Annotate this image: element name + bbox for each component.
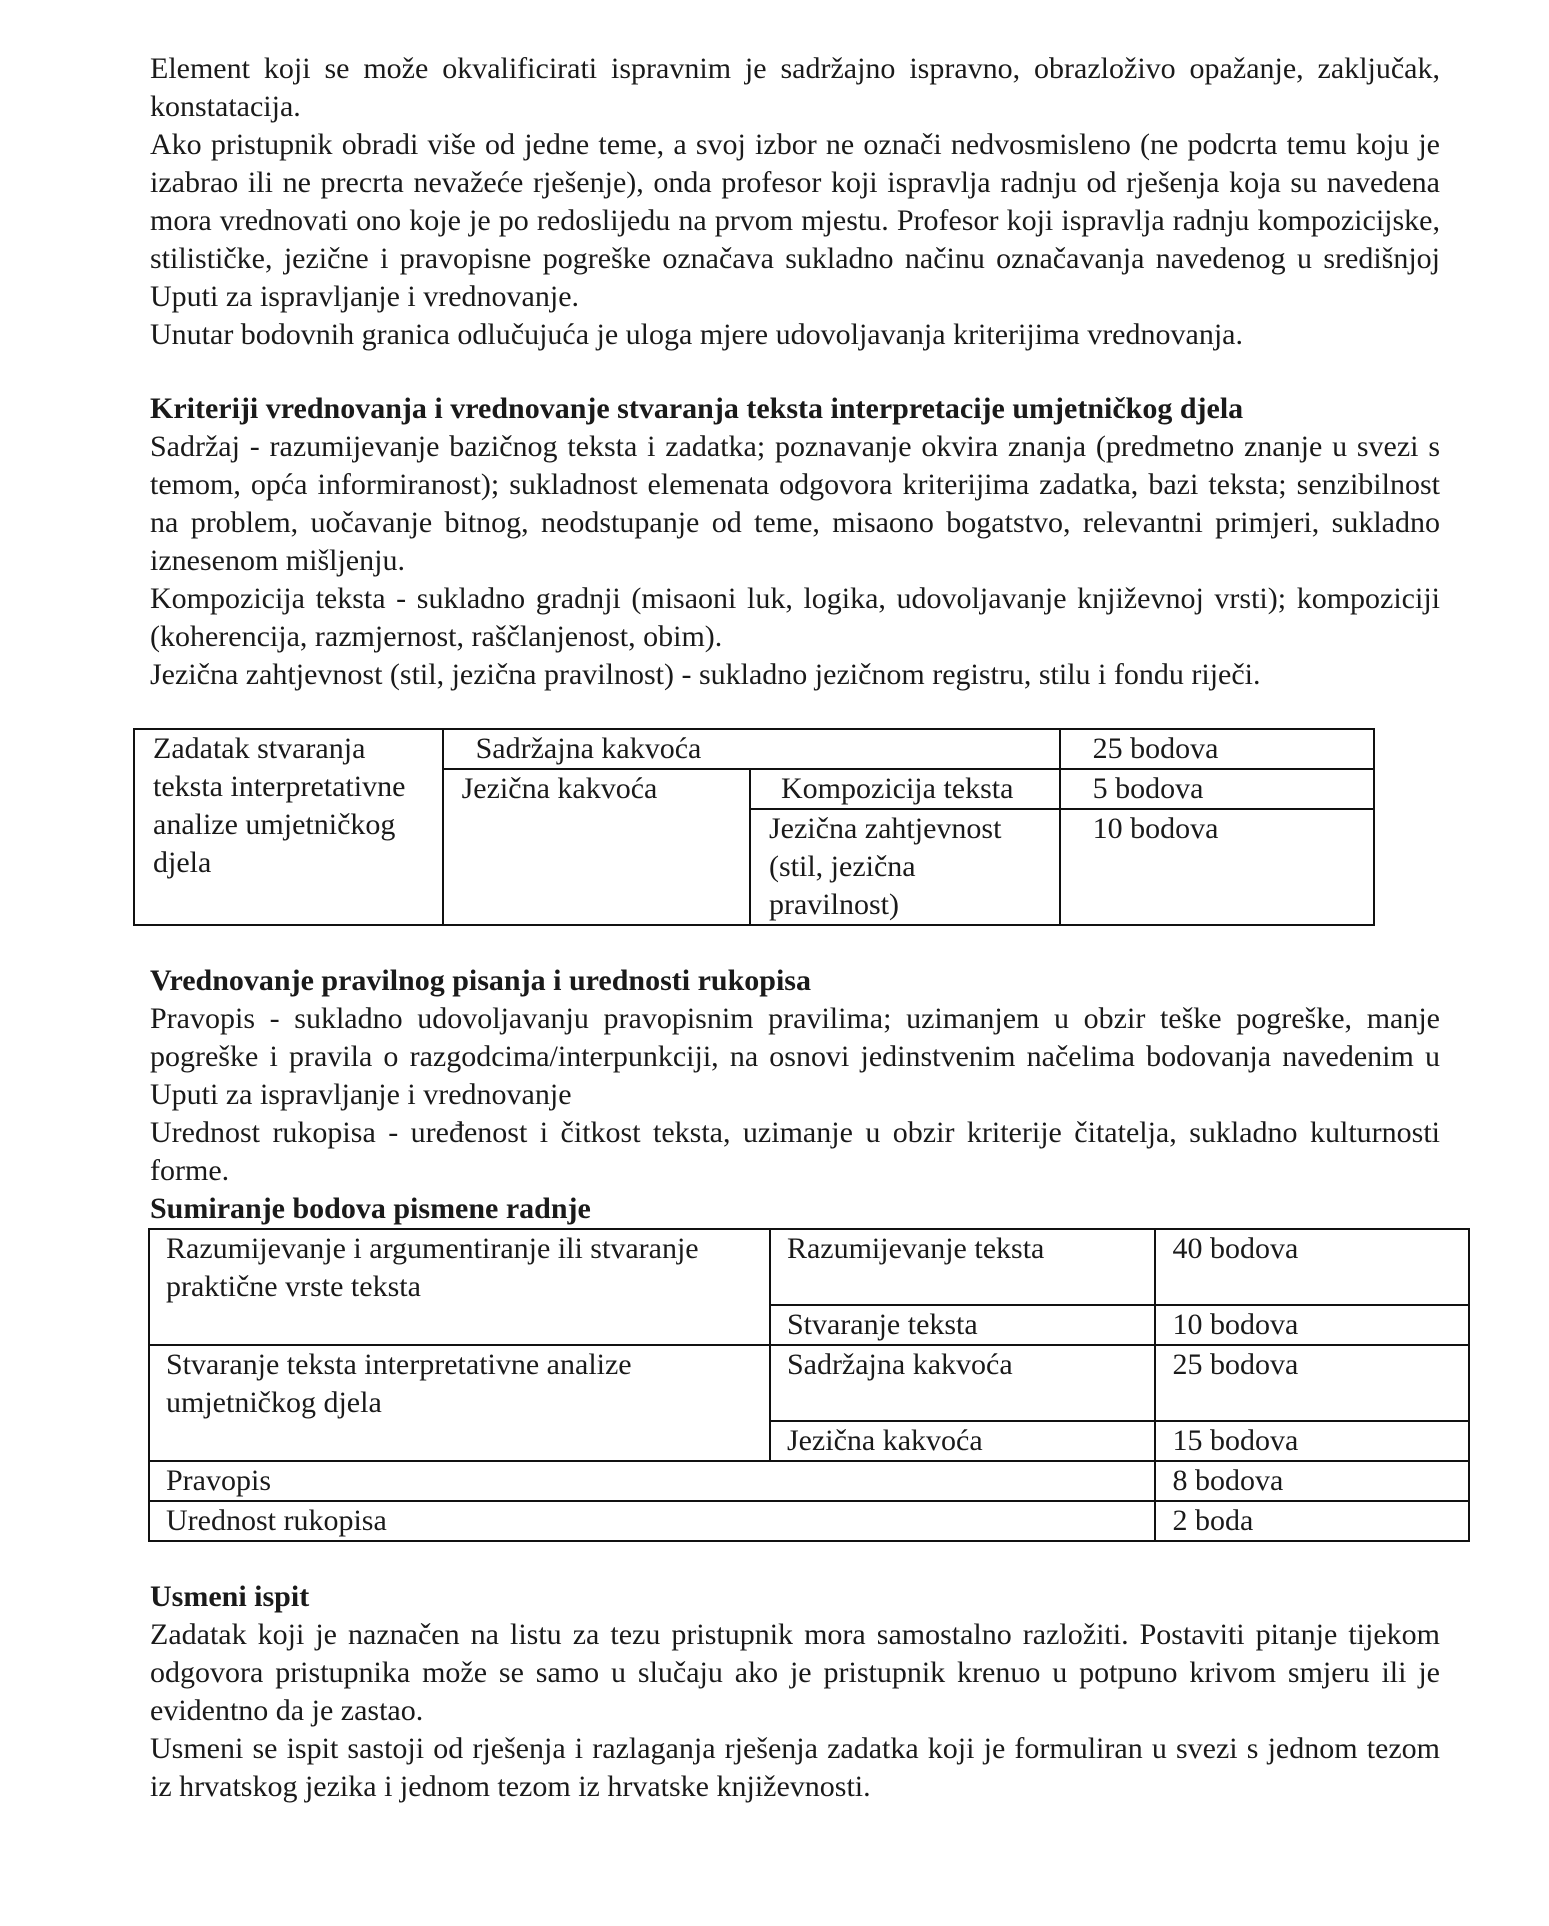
language-demand-cell: Jezična zahtjevnost (stil, jezična pravilnost): [750, 809, 1060, 925]
summary-row1-label: Razumijevanje i argumentiranje ili stvaranje praktične vrste teksta: [149, 1229, 770, 1345]
spelling-heading: Vrednovanje pravilnog pisanja i urednosti rukopisa: [150, 964, 811, 997]
oral-paragraph-1: Zadatak koji je naznačen na listu za tezu pristupnik mora samostalno razložiti. Postaviti pitanje tijekom odgovora pristupnika može se samo u slučaju ako je pristupnik krenuo u potpuno krivom smjeru ili je evidentno da je zastao.: [150, 1618, 1440, 1727]
table-row: [149, 1345, 1469, 1421]
task-cell: Zadatak stvaranja teksta interpretativne analize umjetničkog djela: [134, 729, 443, 925]
intro-paragraph-1: Element koji se može okvalificirati ispravnim je sadržajno ispravno, obrazloživo opažanje, zaključak, konstatacija.: [150, 52, 1440, 123]
document-page: [150, 50, 1440, 1806]
criteria-heading: Kriteriji vrednovanja i vrednovanje stvaranja teksta interpretacije umjetničkog djela: [150, 392, 1244, 425]
summary-row2-label: Stvaranje teksta interpretativne analize umjetničkog djela: [149, 1345, 770, 1461]
summary-row3-points: 8 bodova: [1155, 1461, 1469, 1501]
summary-heading: Sumiranje bodova pismene radnje: [150, 1192, 591, 1225]
summary-row1a-points: 40 bodova: [1155, 1229, 1469, 1305]
criteria-composition-paragraph: Kompozicija teksta - sukladno gradnji (misaoni luk, logika, udovoljavanje književnoj vrsti); kompoziciji (koherencija, razmjernost, raščlanjenost, obim).: [150, 582, 1440, 653]
summary-row1a-sub: Razumijevanje teksta: [770, 1229, 1156, 1305]
table-row: [149, 1461, 1469, 1501]
summary-table: [148, 1228, 1470, 1542]
summary-row2a-sub: Sadržajna kakvoća: [770, 1345, 1156, 1421]
table-row: [149, 1501, 1469, 1541]
criteria-language-paragraph: Jezična zahtjevnost (stil, jezična pravilnost) - sukladno jezičnom registru, stilu i fondu riječi.: [150, 658, 1261, 691]
summary-row3-label: Pravopis: [149, 1461, 1155, 1501]
summary-row2b-points: 15 bodova: [1155, 1421, 1469, 1461]
criteria-table: [133, 728, 1375, 926]
summary-row4-label: Urednost rukopisa: [149, 1501, 1155, 1541]
content-quality-cell: Sadržajna kakvoća: [443, 729, 1060, 769]
criteria-content-paragraph: Sadržaj - razumijevanje bazičnog teksta i zadatka; poznavanje okvira znanja (predmetno znanje u svezi s temom, opća informiranost); sukladnost elemenata odgovora kriterijima zadatka, bazi teksta; senzibilnost na problem, uočavanje bitnog, neodstupanje od teme, misaono bogatstvo, relevantni primjeri, sukladno iznesenom mišljenju.: [150, 430, 1440, 577]
composition-cell: Kompozicija teksta: [750, 769, 1060, 809]
language-demand-points-cell: 10 bodova: [1060, 809, 1374, 925]
intro-paragraph-3: Unutar bodovnih granica odlučujuća je uloga mjere udovoljavanja kriterijima vrednovanja.: [150, 318, 1243, 351]
summary-row4-points: 2 boda: [1155, 1501, 1469, 1541]
summary-row2a-points: 25 bodova: [1155, 1345, 1469, 1421]
oral-paragraph-2: Usmeni se ispit sastoji od rješenja i razlaganja rješenja zadatka koji je formuliran u svezi s jednom tezom iz hrvatskog jezika i jednom tezom iz hrvatske književnosti.: [150, 1732, 1440, 1803]
spelling-paragraph: Pravopis - sukladno udovoljavanju pravopisnim pravilima; uzimanjem u obzir teške pogreške, manje pogreške i pravila o razgodcima/interpunkciji, na osnovi jedinstvenim načelima bodovanja navedenim u Uputi za ispravljanje i vrednovanje: [150, 1002, 1440, 1111]
language-quality-cell: Jezična kakvoća: [443, 769, 750, 925]
oral-heading: Usmeni ispit: [150, 1580, 310, 1613]
table-row: [134, 729, 1374, 769]
handwriting-paragraph: Urednost rukopisa - uređenost i čitkost teksta, uzimanje u obzir kriterije čitatelja, sukladno kulturnosti forme.: [150, 1116, 1440, 1187]
summary-row2b-sub: Jezična kakvoća: [770, 1421, 1156, 1461]
summary-row1b-points: 10 bodova: [1155, 1305, 1469, 1345]
intro-paragraph-2: Ako pristupnik obradi više od jedne teme, a svoj izbor ne označi nedvosmisleno (ne podcrta temu koju je izabrao ili ne precrta nevažeće rješenje), onda profesor koji ispravlja radnju od rješenja koja su navedena mora vrednovati ono koje je po redoslijedu na prvom mjestu. Profesor koji ispravlja radnju kompozicijske, stilističke, jezične i pravopisne pogreške označava sukladno načinu označavanja navedenog u središnjoj Uputi za ispravljanje i vrednovanje.: [150, 128, 1440, 313]
composition-points-cell: 5 bodova: [1060, 769, 1374, 809]
summary-row1b-sub: Stvaranje teksta: [770, 1305, 1156, 1345]
content-points-cell: 25 bodova: [1060, 729, 1374, 769]
table-row: [149, 1229, 1469, 1305]
